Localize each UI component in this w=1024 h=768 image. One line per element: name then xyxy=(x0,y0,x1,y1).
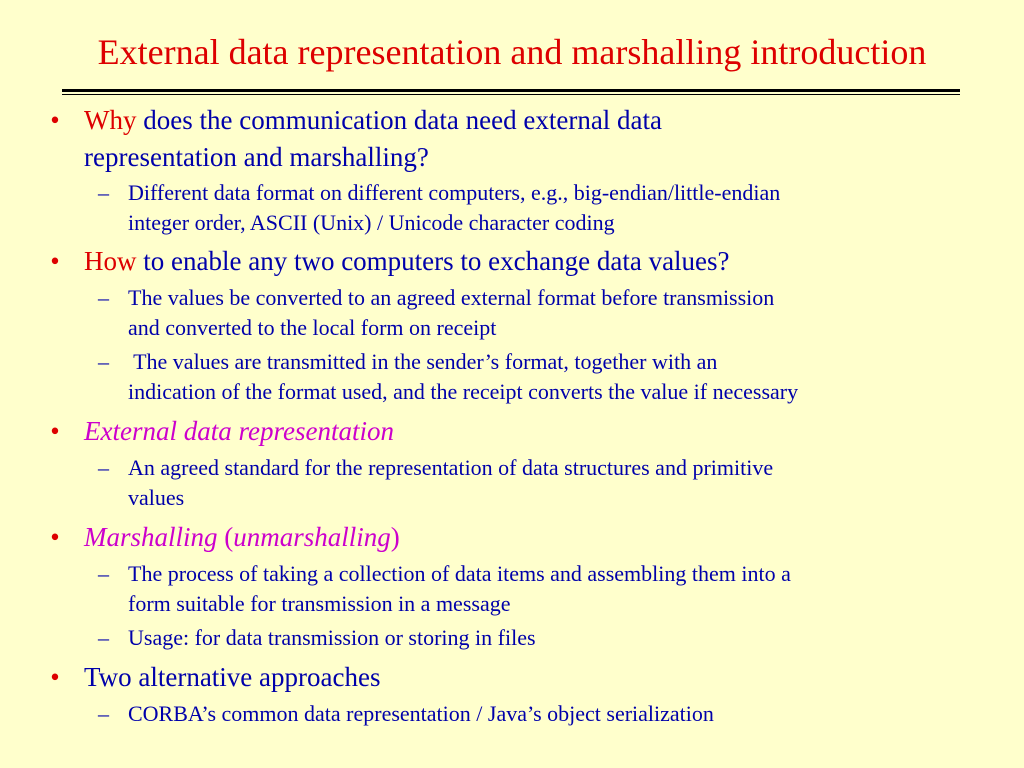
dash-marker: – xyxy=(98,285,109,310)
sub-item-text-continued: indication of the format used, and the receipt converts the value if necessary xyxy=(128,379,799,404)
bullet-how xyxy=(50,243,1004,280)
sub-item-agreed-standard xyxy=(98,453,1008,513)
bullet-text-continued: representation and marshalling? xyxy=(84,142,429,172)
keyword-external-data-representation: External data representation xyxy=(84,416,394,446)
bullet-text: does the communication data need external data xyxy=(136,105,663,135)
dash-marker: – xyxy=(98,349,109,374)
dash-marker: – xyxy=(98,180,109,205)
keyword-unmarshalling: unmarshalling xyxy=(233,522,391,552)
keyword-marshalling: Marshalling xyxy=(84,522,218,552)
dash-marker: – xyxy=(98,561,109,586)
sub-item-data-format xyxy=(98,178,1008,238)
paren-close: ) xyxy=(390,522,400,552)
sub-item-text: The values be converted to an agreed external format before transmission xyxy=(128,285,775,310)
dash-marker: – xyxy=(98,455,109,480)
sub-item-text-continued: values xyxy=(128,485,185,510)
dash-marker: – xyxy=(98,625,109,650)
sub-item-text-continued: and converted to the local form on receipt xyxy=(128,315,497,340)
bullet-line xyxy=(84,519,1004,556)
paren-open: ( xyxy=(217,522,234,552)
sub-item-sender-format xyxy=(98,347,1008,407)
bullet-marshalling xyxy=(50,519,1004,556)
bullet-two-approaches xyxy=(50,659,1004,696)
sub-item-usage xyxy=(98,623,1008,653)
bullet-marker: • xyxy=(50,522,60,552)
sub-item-text: The process of taking a collection of data items and assembling them into a xyxy=(128,561,791,586)
sub-item-convert-agreed-format xyxy=(98,283,1008,343)
sub-item-text-continued: integer order, ASCII (Unix) / Unicode character coding xyxy=(128,210,615,235)
bullet-line xyxy=(84,243,1004,280)
sub-item-text: CORBA’s common data representation / Java’s object serialization xyxy=(128,701,714,726)
sub-item-text-continued: form suitable for transmission in a message xyxy=(128,591,511,616)
sub-item-corba-java xyxy=(98,699,1008,729)
bullet-line xyxy=(84,102,1004,139)
sub-item-text: The values are transmitted in the sender’s format, together with an xyxy=(128,349,718,374)
bullet-marker: • xyxy=(50,662,60,692)
dash-marker: – xyxy=(98,701,109,726)
bullet-external-data-representation xyxy=(50,413,1004,450)
bullet-marker: • xyxy=(50,105,60,135)
bullet-text: Two alternative approaches xyxy=(84,662,381,692)
slide-title: External data representation and marshalling introduction xyxy=(97,32,927,72)
bullet-marker: • xyxy=(50,416,60,446)
bullet-why xyxy=(50,102,1004,176)
bullet-marker: • xyxy=(50,246,60,276)
sub-item-text: Different data format on different computers, e.g., big-endian/little-endian xyxy=(128,180,781,205)
sub-item-text: An agreed standard for the representation of data structures and primitive xyxy=(128,455,774,480)
sub-item-text: Usage: for data transmission or storing in files xyxy=(128,625,536,650)
keyword-why: Why xyxy=(84,105,137,135)
bullet-text: to enable any two computers to exchange data values? xyxy=(136,246,730,276)
sub-item-marshalling-process xyxy=(98,559,1008,619)
keyword-how: How xyxy=(84,246,137,276)
